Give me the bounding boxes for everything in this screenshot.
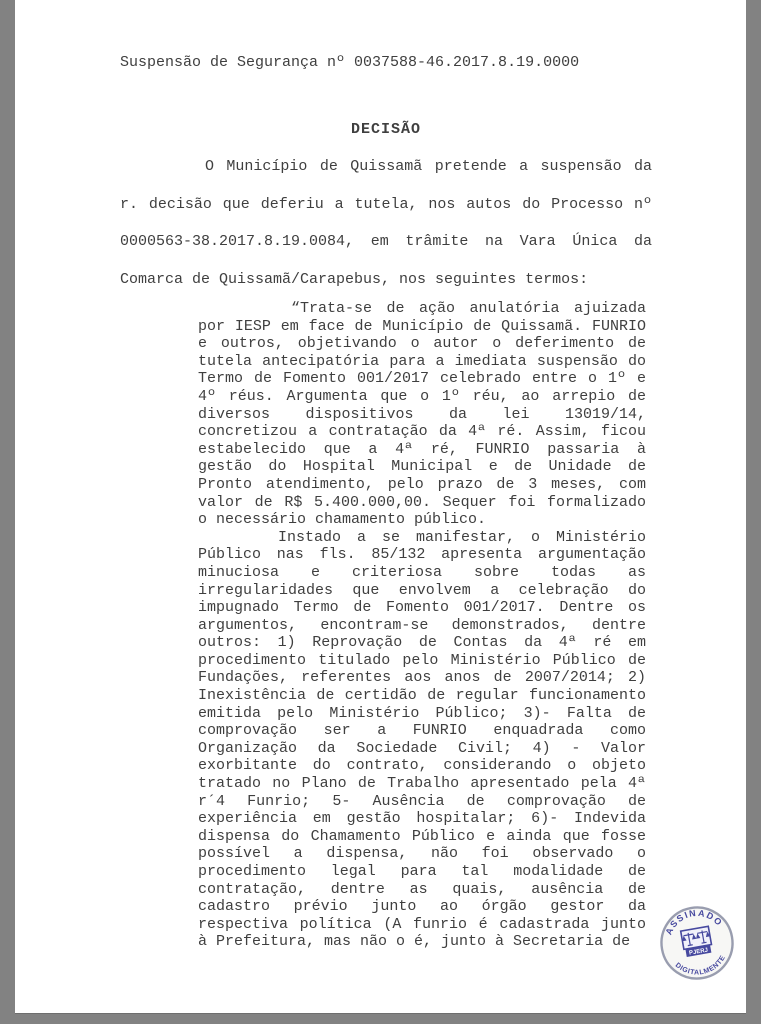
quoted-decision-block bbox=[198, 300, 646, 951]
case-number-header: Suspensão de Segurança nº 0037588-46.2017.8.19.0000 bbox=[120, 54, 580, 71]
document-page bbox=[15, 0, 746, 1013]
quoted-paragraph-1: “Trata-se de ação anulatória ajuizada por IESP em face de Município de Quissamã. FUNRIO e outros, objetivando o autor o deferimento de tutela antecipatória para a imediata suspensão do Termo de Fomento 001/2017 celebrado entre o 1º e 4º réus. Argumenta que o 1º réu, ao arrepio de diversos dispositivos da lei 13019/14, concretizou a contratação da 4ª ré. Assim, ficou estabelecido que a 4ª ré, FUNRIO passaria à gestão do Hospital Municipal e de Unidade de Pronto atendimento, pelo prazo de 3 meses, com valor de R$ 5.400.000,00. Sequer foi formalizado o necessário chamamento público. bbox=[198, 300, 646, 529]
seal-graphic bbox=[651, 897, 744, 990]
digital-signature-seal bbox=[651, 897, 744, 990]
decision-title: DECISÃO bbox=[350, 121, 421, 138]
document-text-column bbox=[120, 53, 652, 951]
seal-top-text: ASSINADO bbox=[663, 907, 725, 937]
seal-emblem-text: PJERJ bbox=[688, 947, 709, 957]
seal-bottom-text: DIGITALMENTE bbox=[673, 954, 728, 977]
intro-paragraph: O Município de Quissamã pretende a suspensão da r. decisão que deferiu a tutela, nos autos do Processo nº 0000563-38.2017.8.19.0084, em trâmite na Vara Única da Comarca de Quissamã/Carapebus, nos seguintes termos: bbox=[120, 158, 652, 288]
quoted-paragraph-2: Instado a se manifestar, o Ministério Público nas fls. 85/132 apresenta argumentação minuciosa e criteriosa sobre todas as irregularidades que envolvem a celebração do impugnado Termo de Fomento 001/2017. Dentre os argumentos, encontram-se demonstrados, dentre outros: 1) Reprovação de Contas da 4ª ré em procedimento titulado pelo Ministério Público de Fundações, referentes aos anos de 2007/2014; 2) Inexistência de certidão de regular funcionamento emitida pelo Ministério Público; 3)- Falta de comprovação ser a FUNRIO enquadrada como Organização da Sociedade Civil; 4) - Valor exorbitante do contrato, considerando o objeto tratado no Plano de Trabalho apresentado pela 4ª r´4 Funrio; 5- Ausência de comprovação de experiência em gestão hospitalar; 6)- Indevida dispensa do Chamamento Público e ainda que fosse possível a dispensa, não foi observado o procedimento legal para tal modalidade de contratação, dentre as quais, ausência de cadastro prévio junto ao órgão gestor da respectiva política (A funrio é cadastrada junto à Prefeitura, mas não o é, junto à Secretaria de bbox=[198, 528, 646, 951]
